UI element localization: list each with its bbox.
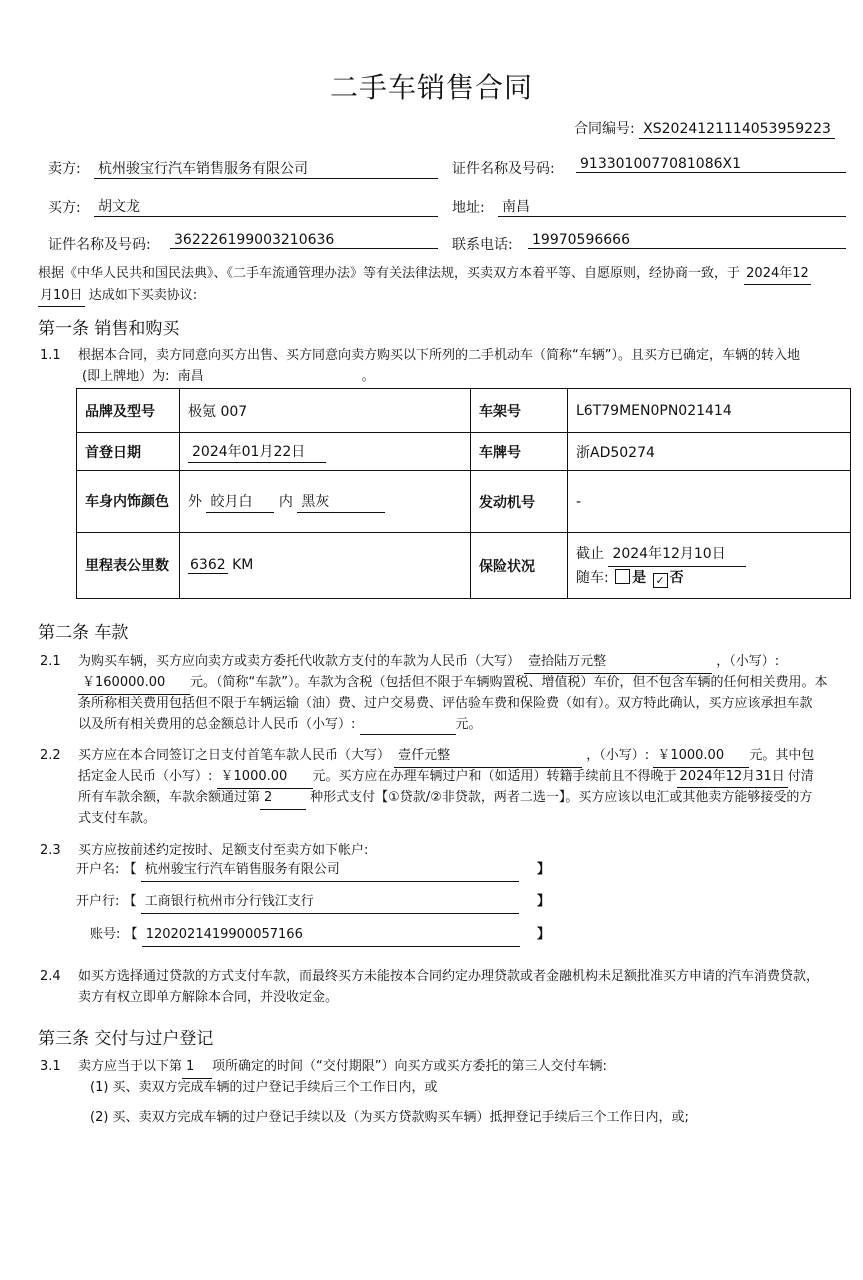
clause-text: 卖方应当于以下第 xyxy=(78,1059,183,1074)
bracket-left: 【 xyxy=(124,927,138,942)
insurance-label: 保险状况 xyxy=(471,533,568,599)
clause-text: 以及所有相关费用的总金额总计人民币（小写）: xyxy=(78,717,356,732)
plate-label: 车牌号 xyxy=(471,433,568,471)
clause-text: 元。买方应在办理车辆过户和（如适用）转籍手续前且不得晚于 xyxy=(312,769,677,784)
clause-num: 1.1 xyxy=(40,348,61,363)
reg-date-cell xyxy=(180,433,471,471)
account-no-value: 1202021419900057166 xyxy=(142,924,520,947)
clause-3-1-option-1: (1) 买、卖双方完成车辆的过户登记手续后三个工作日内，或 xyxy=(90,1080,438,1095)
plate-value: 浙AD50274 xyxy=(568,433,851,471)
ins-until-label: 截止 xyxy=(576,545,604,562)
clause-1-1 xyxy=(40,345,800,366)
account-name-row xyxy=(76,859,519,882)
clause-num: 2.3 xyxy=(40,843,61,858)
buyer-address-label: 地址: xyxy=(452,200,485,216)
bank-label: 开户行: xyxy=(76,894,120,909)
bracket-right: 】 xyxy=(537,862,551,877)
buyer-phone-value: 19970596666 xyxy=(528,232,846,249)
buyer-address-value: 南昌 xyxy=(498,196,846,217)
clause-text: 为购买车辆，买方应向卖方或卖方委托代收款方支付的车款为人民币（大写） xyxy=(78,654,521,669)
clause-2-1-l4 xyxy=(78,714,482,735)
engine-value: - xyxy=(568,471,851,533)
article2-heading: 第二条 车款 xyxy=(38,623,129,643)
clause-2-2-l1 xyxy=(40,745,814,768)
bracket-right: 】 xyxy=(537,927,551,942)
total-amount-blank[interactable] xyxy=(360,717,456,735)
ins-yes-label: 是 xyxy=(632,569,647,586)
clause-2-1-l1 xyxy=(40,651,779,674)
clause-1-1-line2 xyxy=(82,366,375,389)
clause-text: ，（小写）: xyxy=(716,654,780,669)
clause-text: 根据本合同，卖方同意向买方出售、买方同意向卖方购买以下所列的二手机动车（简称“车辆”）。且买方已确定，车辆的转入地 xyxy=(78,348,800,363)
ins-yes-checkbox[interactable] xyxy=(615,569,630,584)
color-ext-value: 皎月白 xyxy=(206,491,274,513)
payment-option: 2 xyxy=(260,787,306,810)
color-ext-prefix: 外 xyxy=(188,493,202,510)
insurance-cell xyxy=(568,533,851,599)
clause-2-4-l2: 卖方有权立即单方解除本合同，并没收定金。 xyxy=(78,990,339,1005)
color-int-value: 黑灰 xyxy=(297,491,385,513)
clause-2-2-l3 xyxy=(78,787,812,810)
clause-text: 元。（简称“车款”）。车款为含税（包括但不限于车辆购置税、增值税）车价，但不包含车辆的任何相关费用。本 xyxy=(190,675,828,690)
vin-value: L6T79MEN0PN021414 xyxy=(568,389,851,433)
account-no-row xyxy=(90,924,520,947)
contract-no-value: XS20241211140539592​23 xyxy=(639,121,835,139)
clause-text: 种形式支付【①贷款/②非贷款，两者二选一】。买方应该以电汇或其他卖方能够接受的方 xyxy=(310,790,813,805)
first-payment-uppercase: 壹仟元整 xyxy=(394,745,582,768)
buyer-name: 胡文龙 xyxy=(94,196,438,217)
reg-date-label: 首登日期 xyxy=(77,433,180,471)
engine-label: 发动机号 xyxy=(471,471,568,533)
seller-name: 杭州骏宝行汽车销售服务有限公司 xyxy=(94,158,438,179)
seller-id-label: 证件名称及号码: xyxy=(452,161,555,177)
color-cell xyxy=(180,471,471,533)
bank-value: 工商银行杭州市分行钱江支行 xyxy=(141,891,519,914)
clause-text: (即上牌地）为: xyxy=(82,369,170,384)
bank-row xyxy=(76,891,519,914)
reg-date-value: 2024年01月22日 xyxy=(188,441,326,463)
contract-title: 二手车销售合同 xyxy=(329,71,533,104)
seller-label: 卖方: xyxy=(48,161,81,177)
buyer-phone-label: 联系电话: xyxy=(452,237,513,253)
account-name-value: 杭州骏宝行汽车销售服务有限公司 xyxy=(141,859,519,882)
delivery-option: 1 xyxy=(182,1056,212,1079)
clause-num: 2.1 xyxy=(40,654,61,669)
intro-text-2: 达成如下买卖协议: xyxy=(88,288,198,303)
contract-no-row xyxy=(574,118,835,139)
deposit-number: ￥1000.00 xyxy=(217,766,313,789)
article1-heading: 第一条 销售和购买 xyxy=(38,319,180,339)
buyer-id-value: 362226199003210636 xyxy=(170,232,438,249)
clause-2-2-l4: 式支付车款。 xyxy=(78,811,157,826)
color-label: 车身内饰颜色 xyxy=(77,471,180,533)
intro-paragraph xyxy=(38,263,853,307)
price-number: ￥160000.00 xyxy=(78,672,190,695)
clause-end: 。 xyxy=(361,369,375,384)
intro-text: 根据《中华人民共和国民法典》、《二手车流通管理办法》等有关法律法规，买卖双方本着平等、自愿原则，经协商一致，于 xyxy=(38,266,741,281)
price-uppercase: 壹拾陆万元整 xyxy=(524,651,712,674)
buyer-id-label: 证件名称及号码: xyxy=(48,237,151,253)
mileage-cell xyxy=(180,533,471,599)
clause-3-1-option-2: (2) 买、卖双方完成车辆的过户登记手续以及（为买方贷款购买车辆）抵押登记手续后三个工作日内，或; xyxy=(90,1110,689,1125)
bracket-right: 】 xyxy=(537,894,551,909)
first-payment-number: ￥1000.00 xyxy=(653,745,749,768)
clause-text: ，（小写）: xyxy=(586,748,650,763)
payoff-date: 2024年12月31日 xyxy=(677,766,788,788)
buyer-label: 买方: xyxy=(48,200,81,216)
intro-date-a: 2024年12 xyxy=(744,263,811,285)
account-name-label: 开户名: xyxy=(76,862,120,877)
clause-num: 2.4 xyxy=(40,969,61,984)
clause-2-1-l3: 条所称相关费用包括但不限于车辆运输（油）费、过户交易费、评估验车费和保险费（如有）。双方特此确认，买方应该承担车款 xyxy=(78,696,813,711)
article3-heading: 第三条 交付与过户登记 xyxy=(38,1029,214,1049)
bracket-left: 【 xyxy=(123,894,137,909)
contract-no-label: 合同编号: xyxy=(574,121,635,137)
intro-date-b: 月10日 xyxy=(38,285,85,307)
seller-id-value: 91330100770810​86X1 xyxy=(576,156,846,173)
vin-label: 车架号 xyxy=(471,389,568,433)
clause-num: 3.1 xyxy=(40,1059,61,1074)
clause-text: 买方应在本合同签订之日支付首笔车款人民币（大写） xyxy=(78,748,391,763)
clause-text: 元。 xyxy=(455,717,482,732)
clause-2-2-l2 xyxy=(78,766,814,789)
clause-2-1-l2 xyxy=(78,672,827,695)
transfer-city: 南昌 xyxy=(174,366,362,389)
clause-3-1-l1 xyxy=(40,1056,607,1079)
clause-text: 付清 xyxy=(787,769,814,784)
ins-until-value: 2024年12月10日 xyxy=(608,543,746,567)
mileage-value: 6362 xyxy=(190,557,226,573)
clause-2-4-l1 xyxy=(40,966,819,987)
bracket-left: 【 xyxy=(123,862,137,877)
ins-no-label: 否 xyxy=(669,569,684,586)
clause-text: 项所确定的时间（“交付期限”）向买方或买方委托的第三人交付车辆: xyxy=(212,1059,607,1074)
clause-text: 如买方选择通过贷款的方式支付车款，而最终买方未能按本合同约定办理贷款或者金融机构未足额批准买方申请的汽车消费贷款， xyxy=(78,969,820,984)
clause-text: 买方应按前述约定按时、足额支付至卖方如下帐户: xyxy=(78,843,369,858)
clause-text: 所有车款余额，车款余额通过第 xyxy=(78,790,261,805)
mileage-label: 里程表公里数 xyxy=(77,533,180,599)
ins-no-checkbox[interactable]: ✓ xyxy=(653,573,668,588)
account-no-label: 账号: xyxy=(90,927,121,942)
clause-2-3-l1 xyxy=(40,840,368,861)
vehicle-table xyxy=(76,388,851,599)
clause-text: 元。其中包 xyxy=(749,748,815,763)
brand-label: 品牌及型号 xyxy=(77,389,180,433)
clause-text: 括定金人民币（小写）: xyxy=(78,769,213,784)
ins-follow-label: 随车: xyxy=(576,569,609,586)
color-int-prefix: 内 xyxy=(278,493,293,510)
clause-num: 2.2 xyxy=(40,748,61,763)
brand-value: 极氪 007 xyxy=(180,389,471,433)
mileage-unit: KM xyxy=(232,557,254,573)
